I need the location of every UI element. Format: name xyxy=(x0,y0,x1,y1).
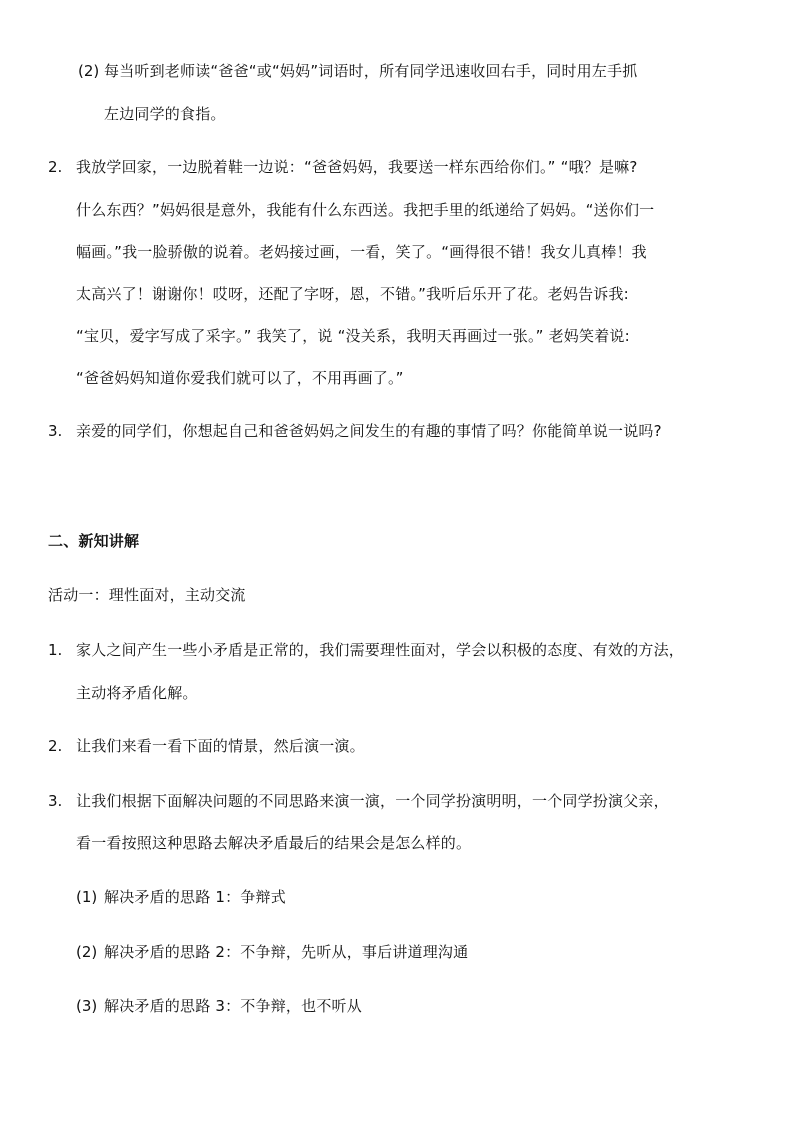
sub-item-label: (3) xyxy=(76,997,98,1015)
paragraph-line: 太高兴了！谢谢你！哎呀，还配了字呀，恩，不错。”我听后乐开了花。老妈告诉我: xyxy=(76,285,629,303)
paragraph-line: 让我们根据下面解决问题的不同思路来演一演，一个同学扮演明明，一个同学扮演父亲， xyxy=(76,792,669,810)
paragraph-line: 什么东西？”妈妈很是意外，我能有什么东西送。我把手里的纸递给了妈妈。“送你们一 xyxy=(76,201,655,219)
list-number: 3. xyxy=(48,422,63,440)
paragraph-line: “宝贝，爱字写成了采字。” 我笑了，说 “没关系，我明天再画过一张。” 老妈笑着说: xyxy=(76,327,630,345)
paragraph-line: 亲爱的同学们，你想起自己和爸爸妈妈之间发生的有趣的事情了吗？你能简单说一说吗? xyxy=(76,422,662,440)
paragraph-line: 让我们来看一看下面的情景，然后演一演。 xyxy=(76,737,365,755)
paragraph-line: 幅画。”我一脸骄傲的说着。老妈接过画，一看，笑了。“画得很不错！我女儿真棒！我 xyxy=(76,243,647,261)
paragraph-line: 主动将矛盾化解。 xyxy=(76,684,198,702)
paragraph-line: “爸爸妈妈知道你爱我们就可以了，不用再画了。” xyxy=(76,369,404,387)
sub-item-text-line: 左边同学的食指。 xyxy=(104,105,226,123)
sub-item-label: (2) xyxy=(76,943,98,961)
sub-item-label: (1) xyxy=(76,888,98,906)
list-number: 3. xyxy=(48,792,63,810)
sub-item-text-line: 每当听到老师读“爸爸“或“妈妈”词语时，所有同学迅速收回右手，同时用左手抓 xyxy=(104,62,638,80)
list-number: 2. xyxy=(48,158,63,176)
paragraph-line: 看一看按照这种思路去解决矛盾最后的结果会是怎么样的。 xyxy=(76,834,472,852)
sub-item-label: (2) xyxy=(78,62,100,80)
sub-item-text: 解决矛盾的思路 2：不争辩，先听从，事后讲道理沟通 xyxy=(104,943,469,961)
paragraph-line: 家人之间产生一些小矛盾是正常的，我们需要理性面对，学会以积极的态度、有效的方法， xyxy=(76,641,685,659)
section-heading: 二、新知讲解 xyxy=(48,532,140,550)
activity-title: 活动一：理性面对，主动交流 xyxy=(48,586,246,604)
sub-item-text: 解决矛盾的思路 1：争辩式 xyxy=(104,888,286,906)
list-number: 2. xyxy=(48,737,63,755)
sub-item-text: 解决矛盾的思路 3：不争辩，也不听从 xyxy=(104,997,362,1015)
list-number: 1. xyxy=(48,641,63,659)
paragraph-line: 我放学回家，一边脱着鞋一边说：“爸爸妈妈，我要送一样东西给你们。” “哦？是嘛? xyxy=(76,158,638,176)
